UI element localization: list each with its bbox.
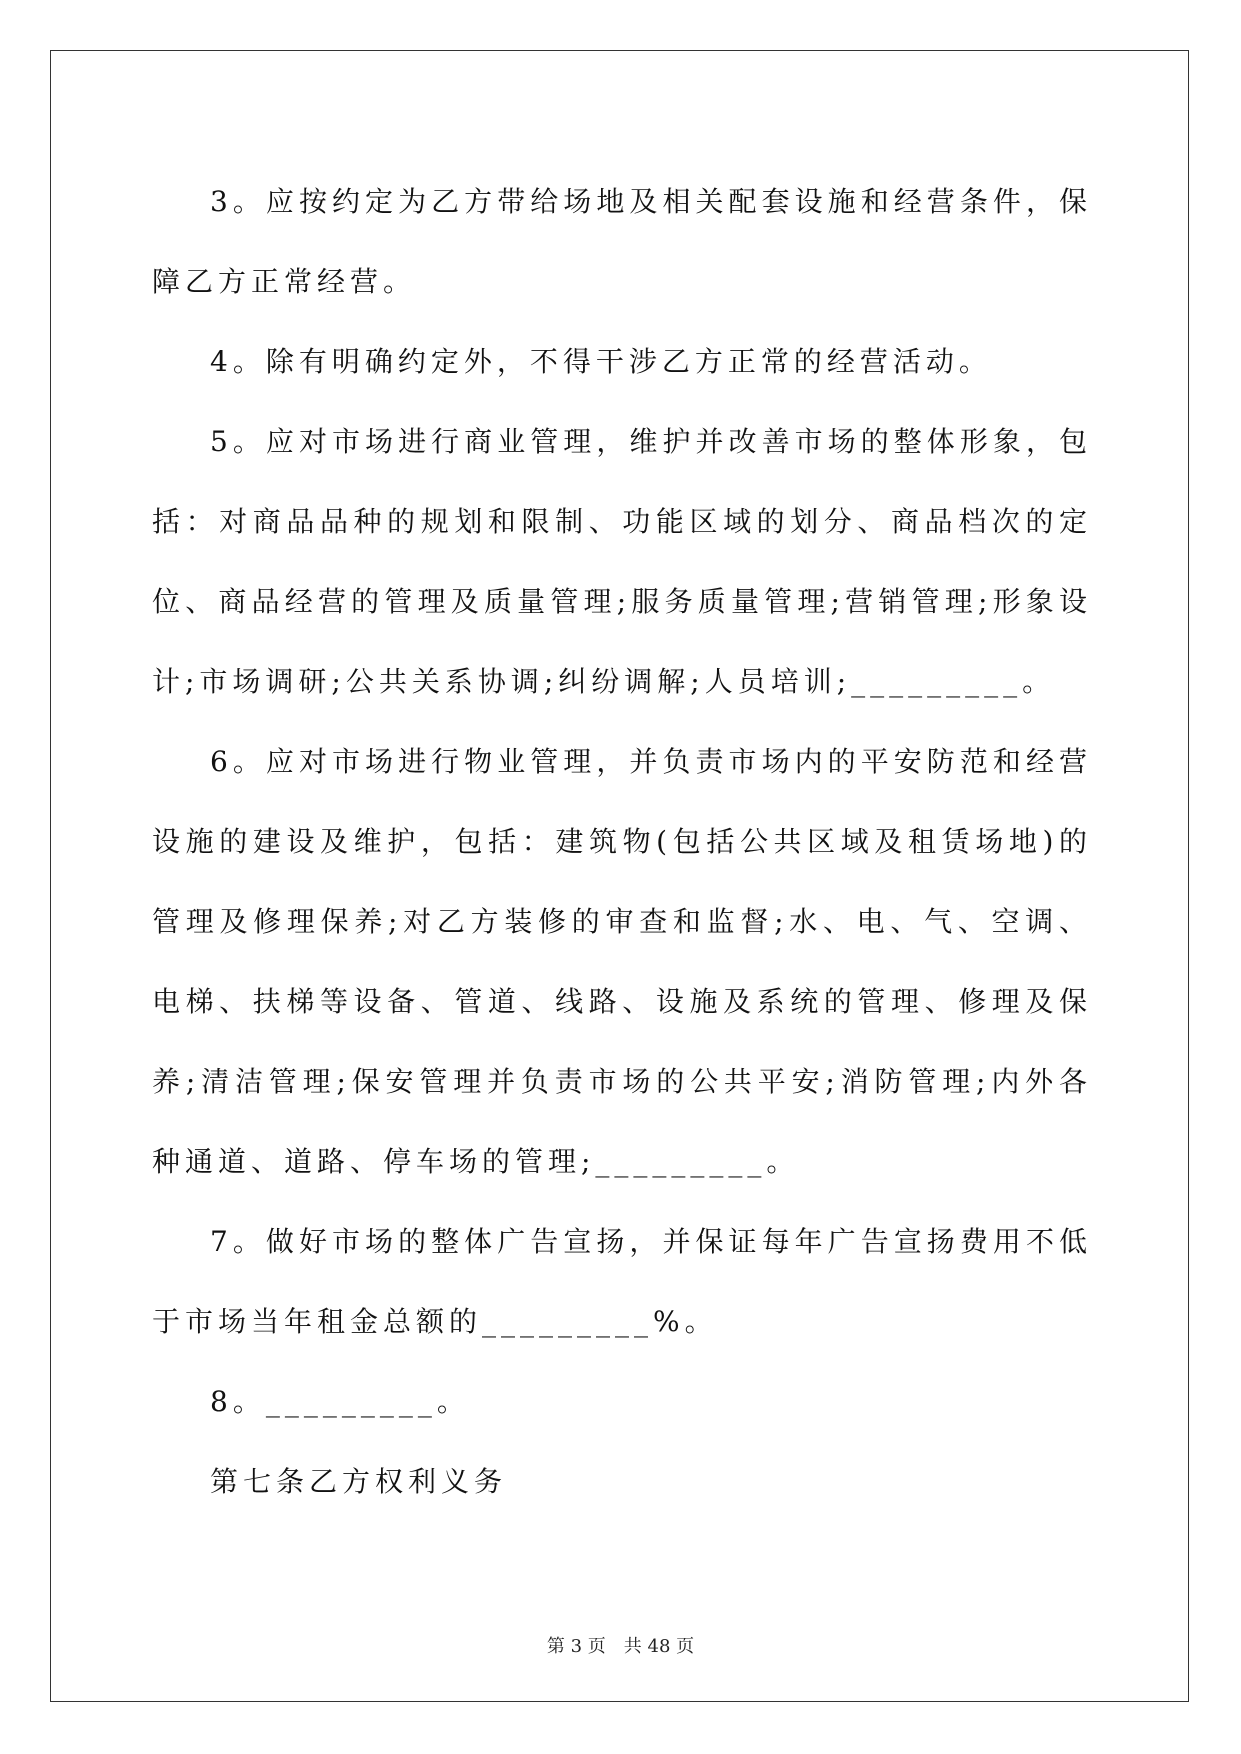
document-body	[152, 162, 1092, 1522]
page-number-footer: 第 3 页 共 48 页	[546, 1636, 695, 1657]
paragraph-item-7: 7。做好市场的整体广告宣扬，并保证每年广告宣扬费用不低于市场当年租金总额的_________%。	[152, 1225, 1092, 1338]
section-heading: 第七条乙方权利义务	[210, 1465, 508, 1498]
paragraph-item-8: 8。_________。	[210, 1385, 470, 1418]
paragraph-item-4: 4。除有明确约定外，不得干涉乙方正常的经营活动。	[210, 345, 992, 378]
paragraph-item-5: 5。应对市场进行商业管理，维护并改善市场的整体形象，包括：对商品品种的规划和限制、功能区域的划分、商品档次的定位、商品经营的管理及质量管理;服务质量管理;营销管理;形象设计;市场调研;公共关系协调;纠纷调解;人员培训;_________。	[152, 425, 1092, 698]
paragraph-item-3: 3。应按约定为乙方带给场地及相关配套设施和经营条件，保障乙方正常经营。	[152, 185, 1092, 298]
paragraph-item-6: 6。应对市场进行物业管理，并负责市场内的平安防范和经营设施的建设及维护，包括：建筑物(包括公共区域及租赁场地)的管理及修理保养;对乙方装修的审查和监督;水、电、气、空调、电梯、扶梯等设备、管道、线路、设施及系统的管理、修理及保养;清洁管理;保安管理并负责市场的公共平安;消防管理;内外各种通道、道路、停车场的管理;_________。	[152, 745, 1092, 1178]
